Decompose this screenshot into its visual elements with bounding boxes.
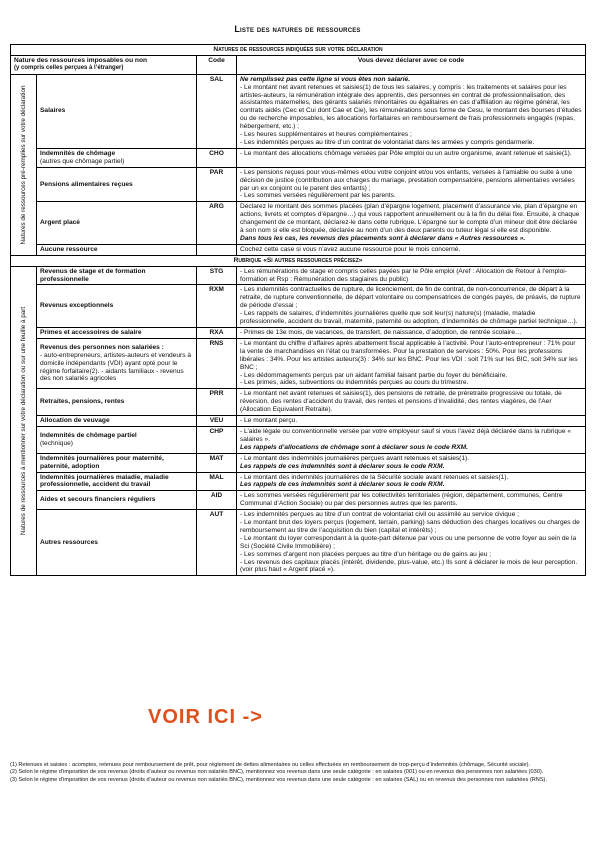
column-header-row (11, 55, 586, 74)
section-header-declared: Natures de ressources indiquées sur votre déclaration (11, 45, 586, 56)
description-line: - Le montant du loyer correspondant à la quote-part détenue par vous ou une personne de votre foyer au sein de la Sci (Société Civile Immobilière) ; (240, 534, 577, 550)
description-line: - Le montant des allocations chômage versées par Pôle emploi ou un autre organisme, avant retenue et saisie(1). (240, 149, 572, 157)
resource-description (237, 416, 586, 427)
description-line: - Les revenus des capitaux placés (intérêt, dividende, plus-value, etc.) Ils sont à déclarer le mois de leur perception. (voir plus haut « Argent placé »). (240, 558, 578, 574)
description-line: - Les primes, aides, subventions ou indemnités perçues au cours du trimestre. (240, 379, 469, 387)
resource-code: MAL (197, 472, 237, 491)
resource-description (237, 148, 586, 167)
description-line: - Les heures supplémentaires et heures complémentaires ; (240, 131, 412, 139)
column-header-description: Vous devez déclarer avec ce code (237, 55, 586, 74)
table-row (11, 202, 586, 245)
resource-nature-label: Revenus exceptionnels (37, 285, 197, 328)
resource-code: RXM (197, 285, 237, 328)
resource-description (237, 167, 586, 202)
description-line: - Les rémunérations de stage et compris celles payées par le Pôle emploi (Aref : Allocation de Retour à l’emploi-formation et Rsp : Rémunération des stagiaires du public) (240, 267, 567, 283)
resource-description (237, 510, 586, 576)
resource-nature-label: Pensions alimentaires reçues (37, 167, 197, 202)
resource-nature-label: Indemnités journalières pour maternité, paternité, adoption (37, 453, 197, 472)
resource-description (237, 74, 586, 148)
description-line: - Les indemnités contractuelles de rupture, de licenciement, de fin de contrat, de non-concurrence, de départ à la retraite, de rupture conventionnelle, de départ volontaire ou compensatrices de congés payés, de préavis, de rupture de période d’essai ; (240, 286, 581, 310)
voir-ici-annotation: VOIR ICI -> (148, 706, 263, 728)
table-row (11, 244, 586, 255)
resource-code: MAT (197, 453, 237, 472)
resource-code: AID (197, 491, 237, 510)
resource-code: RNS (197, 338, 237, 388)
resource-description (237, 472, 586, 491)
resource-description (237, 426, 586, 453)
section-header-other: Rubrique «Si autres ressources précisez» (11, 255, 586, 266)
resource-nature-label: Autres ressources (37, 510, 197, 576)
resource-nature-label: Indemnités de chômage partiel (technique) (37, 426, 197, 453)
description-line: - Les rappels de salaires, d’indemnités journalières quelle que soit leur(s) nature(s) (maladie, maladie professionnelle, accident du travail, maternité, paternité ou adoption, d’indemnités de chômage partiel technique…). (240, 310, 578, 326)
table-row (11, 491, 586, 510)
footnote-1: (1) Retenues et saisies : acomptes, retenues pour remboursement de prêt, pour règlement de dettes alimentaires ou celles effectuées en remboursement de trop-perçu d’indemnités (chômage, Sécurité sociale). (10, 762, 531, 768)
resource-code: RXA (197, 328, 237, 339)
description-line: - Les sommes d’argent non placées perçues au titre d’un héritage ou de gains au jeu ; (240, 550, 492, 558)
resource-description (237, 453, 586, 472)
resource-nature-label: Allocation de veuvage (37, 416, 197, 427)
description-line: - Primes de 13e mois, de vacances, de transfert, de naissance, d’adoption, de rentrée scolaire… (240, 329, 522, 336)
resource-nature-label: Revenus de stage et de formation professionnelle (37, 266, 197, 285)
resource-nature-label: Retraites, pensions, rentes (37, 389, 197, 416)
resource-description (237, 328, 586, 339)
description-line: Dans tous les cas, les revenus des placements sont à déclarer dans « Autres ressources ». (240, 234, 526, 242)
table-row (11, 510, 586, 576)
description-line: - Le montant perçu. (240, 417, 298, 425)
resource-code: AUT (197, 510, 237, 576)
description-line: - Les pensions reçues pour vous-mêmes et/ou votre conjoint et/ou vos enfants, versées à l’amiable ou suite à une décision de justice (contribution aux charges du mariage, prestation compensatoire, pensions alimentaires versées par un ex conjoint ou le parent des enfants) ; (240, 168, 575, 192)
table-row (11, 328, 586, 339)
resource-code: VEU (197, 416, 237, 427)
table-row (11, 148, 586, 167)
column-header-nature: Nature des ressources imposables ou non (y compris celles perçues à l’étranger) (11, 55, 197, 74)
description-line: - Les sommes versées régulièrement par les collectivités territoriales (région, département, communes, Centre Communal d’Action Sociale) ou par des personnes autres que les parents. (240, 492, 563, 508)
resource-description (237, 389, 586, 416)
description-line: Les rappels de ces indemnités sont à déclarer sous le code RXM. (240, 462, 445, 470)
description-line: - Les indemnités perçues au titre d’un contrat de volontariat dans les armées y compris gendarmerie. (240, 138, 535, 146)
column-header-code: Code (197, 55, 237, 74)
table-row (11, 416, 586, 427)
description-line: - Le montant du chiffre d’affaires après abattement fiscal applicable à l’activité. Pour l’auto-entrepreneur : 71% pour la vente de marchandises en l’état ou transformées. Pour la prestation de services : 50%. Pour les professions libérales : 34%. Pour les artistes auteurs(3) : 34% sur les BNC. Pour les VDI : soit 71% sur les BIC, soit 34% sur les BNC ; (240, 339, 578, 371)
resource-code: PRR (197, 389, 237, 416)
resource-nature-label: Argent placé (37, 202, 197, 245)
resource-code: PAR (197, 167, 237, 202)
resource-description (237, 266, 586, 285)
resource-description (237, 285, 586, 328)
footnote-3: (3) Selon le régime d’imposition de vos revenus (droits d’auteur ou revenus non salariés BNC), mentionnez vos revenus dans une seule catégorie : en salaires (SAL) ou en revenus des personnes non salariées (RNS). (10, 776, 547, 783)
resource-nature-label: Aides et secours financiers réguliers (37, 491, 197, 510)
resource-code (197, 244, 237, 255)
resource-code: CHO (197, 148, 237, 167)
resource-nature-label: Indemnités de chômage (autres que chômage partiel) (37, 148, 197, 167)
resource-description (237, 202, 586, 245)
resource-description (237, 244, 586, 255)
description-line: Ne remplissez pas cette ligne si vous êtes non salarié. (240, 75, 411, 83)
description-line: Cochez cette case si vous n’avez aucune ressource pour le mois concerné. (240, 245, 461, 253)
description-line: Déclarez le montant des sommes placées (plan d’épargne logement, placement d’assurance vie, plan d’épargne en actions, livrets et comptes d’épargne…) qui vous rapportent annuellement ou à la fin du délai fixe. Ensuite, à chaque changement de ce montant, déclarez-le dans cette rubrique. L’épargne sur le compte d’un mineur doit être déclarée à son nom si elle est bloquée, déclarée au nom d’un des deux parents ou tuteur légal si elle est disponible. (240, 203, 580, 235)
description-line: - Les indemnités perçues au titre d’un contrat de volontariat civil ou assimilé au service civique ; (240, 511, 519, 519)
footnotes (10, 762, 585, 784)
resource-code: STG (197, 266, 237, 285)
resource-nature-label: Indemnités journalières maladie, maladie professionnelle, accident du travail (37, 472, 197, 491)
resource-nature-label: Primes et accessoires de salaire (37, 328, 197, 339)
description-line: - Les dédommagements perçus par un aidant familial faisant partie du foyer du bénéficiaire. (240, 371, 508, 379)
description-line: - L’aide légale ou conventionnelle versée par votre employeur sauf si vous l’avez déjà déclarée dans la rubrique « salaires ». (240, 427, 571, 443)
description-line: Les rappels de ces indemnités sont à déclarer sous le code RXM. (240, 481, 445, 489)
description-line: - Les sommes versées régulièrement par les parents. (240, 192, 396, 200)
resource-code: ARG (197, 202, 237, 245)
table-row (11, 167, 586, 202)
table-row (11, 266, 586, 285)
page-title: Liste des natures de ressources (234, 24, 361, 34)
description-line: - Le montant des indemnités journalières de la Sécurité sociale avant retenues et saisies(1). (240, 473, 509, 481)
table-row (11, 338, 586, 388)
vertical-section-label: Natures de ressources pré-remplies sur votre déclaration (11, 74, 37, 255)
footnote-2: (2) Selon le régime d’imposition de vos revenus (droits d’auteur ou revenus non salariés BNC), mentionnez vos revenus dans une seule catégorie : en salaires (001) ou en revenus des personnes non salariées (030). (10, 769, 544, 776)
resource-nature-label: Revenus des personnes non salariées : - auto-entrepreneurs, artistes-auteurs et vendeurs à domicile indépendants (VDI) ayant opté pour le régime forfaitaire(2). - aidants familiaux - revenus des non salariés agricoles (37, 338, 197, 388)
resource-nature-label: Aucune ressource (37, 244, 197, 255)
description-line: - Le montant net avant retenues et saisies(1) de tous les salaires, y compris : les traitements et salaires pour les artistes-auteurs, la rémunération intégrale des apprentis, des personnes en contrat de professionnalisation, des assistantes maternelles, des gérants salariés minoritaires ou égalitaires en cas d’affiliation au régime général, les contrats aidés (Cec et Cui dont Cae et Cie), les rémunérations sous forme de Cesu, le montant des bourses d’études ou de recherche imposables, les allocations forfaitaires en remboursement de frais professionnels engagés (repas, hébergement, etc.) ; (240, 83, 582, 131)
resource-description (237, 338, 586, 388)
table-row (11, 285, 586, 328)
table-row (11, 426, 586, 453)
table-row (11, 453, 586, 472)
resources-table (10, 44, 586, 576)
description-line: Les rappels d’allocations de chômage sont à déclarer sous le code RXM. (240, 443, 468, 451)
description-line: - Le montant des indemnités journalières perçues avant retenues et saisies(1). (240, 454, 470, 462)
resource-nature-label: Salaires (37, 74, 197, 148)
description-line: - Le montant net avant retenues et saisies(1), des pensions de retraite, de préretraite progressive ou totale, de réversion, des rentes d’accident du travail, des rentes et pensions d’invalidité, des rentes viagères, de l’Aer (Allocation Equivalent Retraite). (240, 390, 562, 414)
vertical-section-label: Natures de ressources à mentionner sur votre déclaration ou sur une feuille à part (11, 266, 37, 576)
table-row (11, 74, 586, 148)
table-row (11, 472, 586, 491)
table-row (11, 389, 586, 416)
description-line: - Le montant brut des loyers perçus (logement, terrain, parking) sans déduction des charges locatives ou charges de remboursement au titre de l’acquisition du bien (capital et intérêts) ; (240, 519, 580, 534)
resource-code: SAL (197, 74, 237, 148)
resource-description (237, 491, 586, 510)
resource-code: CHP (197, 426, 237, 453)
